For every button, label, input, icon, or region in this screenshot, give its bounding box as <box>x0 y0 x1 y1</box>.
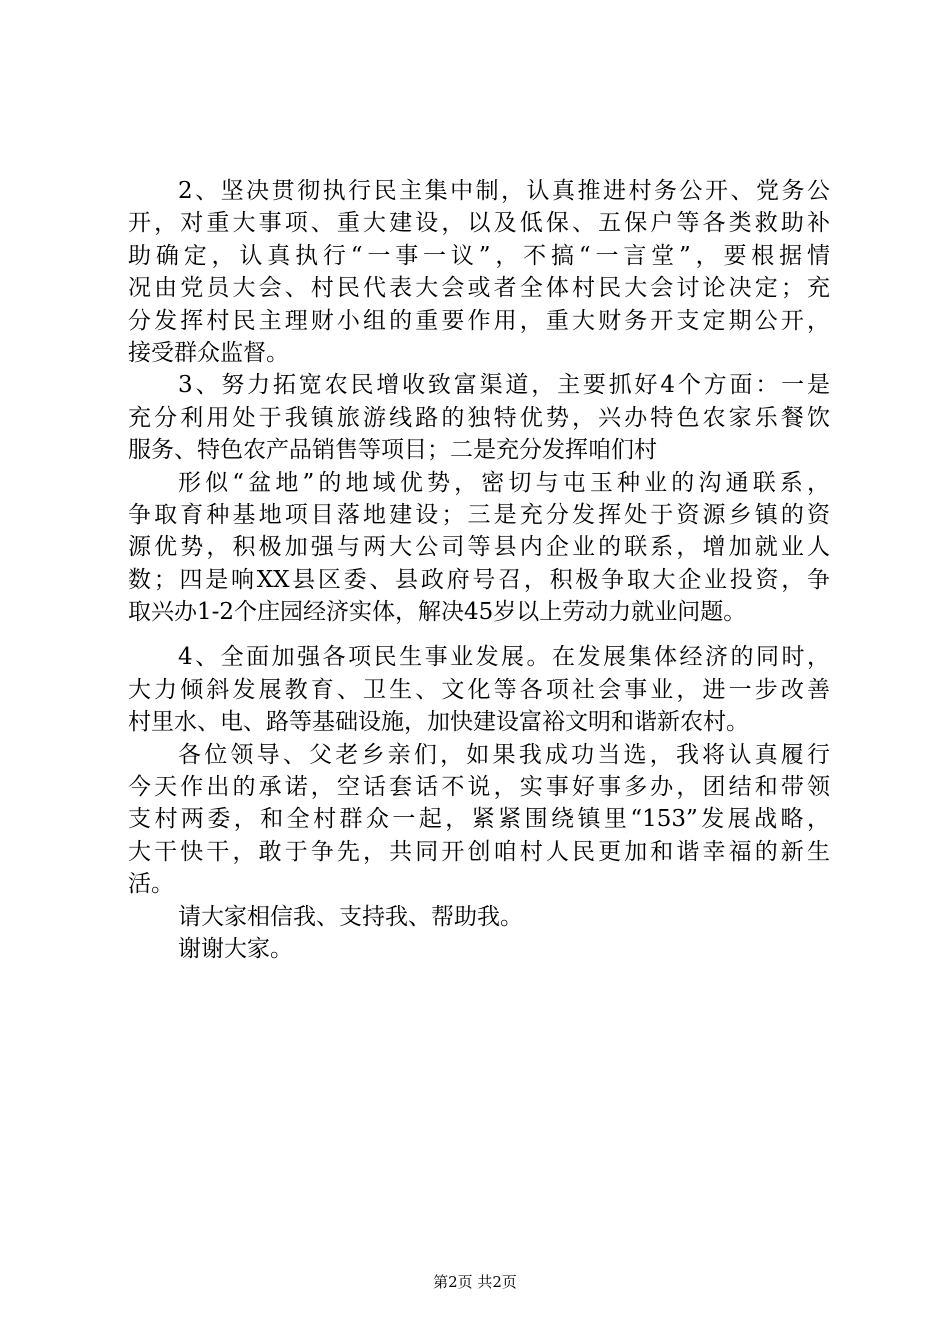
text-line: 2、坚决贯彻执行民主集中制，认真推进村务公开、党务公 <box>178 178 830 204</box>
text-line: 况由党员大会、村民代表大会或者全体村民大会讨论决定；充 <box>128 275 830 302</box>
text-line: 争取育种基地项目落地建设；三是充分发挥处于资源乡镇的资 <box>128 501 830 528</box>
page-number-footer: 第2页 共2页 <box>433 1273 517 1291</box>
text-line: 4、全面加强各项民生事业发展。在发展集体经济的同时， <box>178 644 830 671</box>
text-line: 助确定，认真执行“一事一议”，不搞“一言堂”，要根据情 <box>128 242 830 269</box>
text-line: 源优势，积极加强与两大公司等县内企业的联系，增加就业人 <box>128 534 830 561</box>
text-line: 开，对重大事项、重大建设，以及低保、五保户等各类救助补 <box>128 210 830 237</box>
text-line: 分发挥村民主理财小组的重要作用，重大财务开支定期公开， <box>128 307 830 334</box>
text-line: 3、努力拓宽农民增收致富渠道，主要抓好4个方面：一是 <box>178 372 830 399</box>
text-line: 村里水、电、路等基础设施，加快建设富裕文明和谐新农村。 <box>128 709 749 736</box>
text-line: 大干快干，敢于争先，共同开创咱村人民更加和谐幸福的新生 <box>128 838 830 865</box>
text-line: 支村两委，和全村群众一起，紧紧围绕镇里“153”发展战略， <box>128 806 830 833</box>
text-line: 接受群众监督。 <box>128 339 289 366</box>
text-line: 充分利用处于我镇旅游线路的独特优势，兴办特色农家乐餐饮 <box>128 404 830 431</box>
text-line: 服务、特色农产品销售等项目；二是充分发挥咱们村 <box>128 437 657 464</box>
text-line: 大力倾斜发展教育、卫生、文化等各项社会事业，进一步改善 <box>128 676 830 703</box>
text-line: 各位领导、父老乡亲们，如果我成功当选，我将认真履行 <box>178 741 830 768</box>
paragraph-village-affairs <box>128 175 830 369</box>
text-line: 谢谢大家。 <box>178 935 293 962</box>
paragraph-appeal <box>128 901 830 933</box>
text-line: 取兴办1-2个庄园经济实体，解决45岁以上劳动力就业问题。 <box>128 599 747 626</box>
text-line: 今天作出的承诺，空话套话不说，实事好事多办，团结和带领 <box>128 774 830 801</box>
text-line: 数；四是响XX县区委、县政府号召，积极争取大企业投资，争 <box>128 566 830 593</box>
paragraph-commitment <box>128 739 830 901</box>
paragraph-income-channels <box>128 369 830 466</box>
document-body <box>128 175 830 965</box>
paragraph-gap <box>128 628 830 641</box>
paragraph-thanks <box>128 933 830 965</box>
text-line: 请大家相信我、支持我、帮助我。 <box>178 903 523 930</box>
text-line: 活。 <box>128 871 174 898</box>
paragraph-livelihood <box>128 641 830 738</box>
paragraph-regional-advantage <box>128 467 830 629</box>
text-line: 形似“盆地”的地域优势，密切与屯玉种业的沟通联系， <box>178 469 830 496</box>
